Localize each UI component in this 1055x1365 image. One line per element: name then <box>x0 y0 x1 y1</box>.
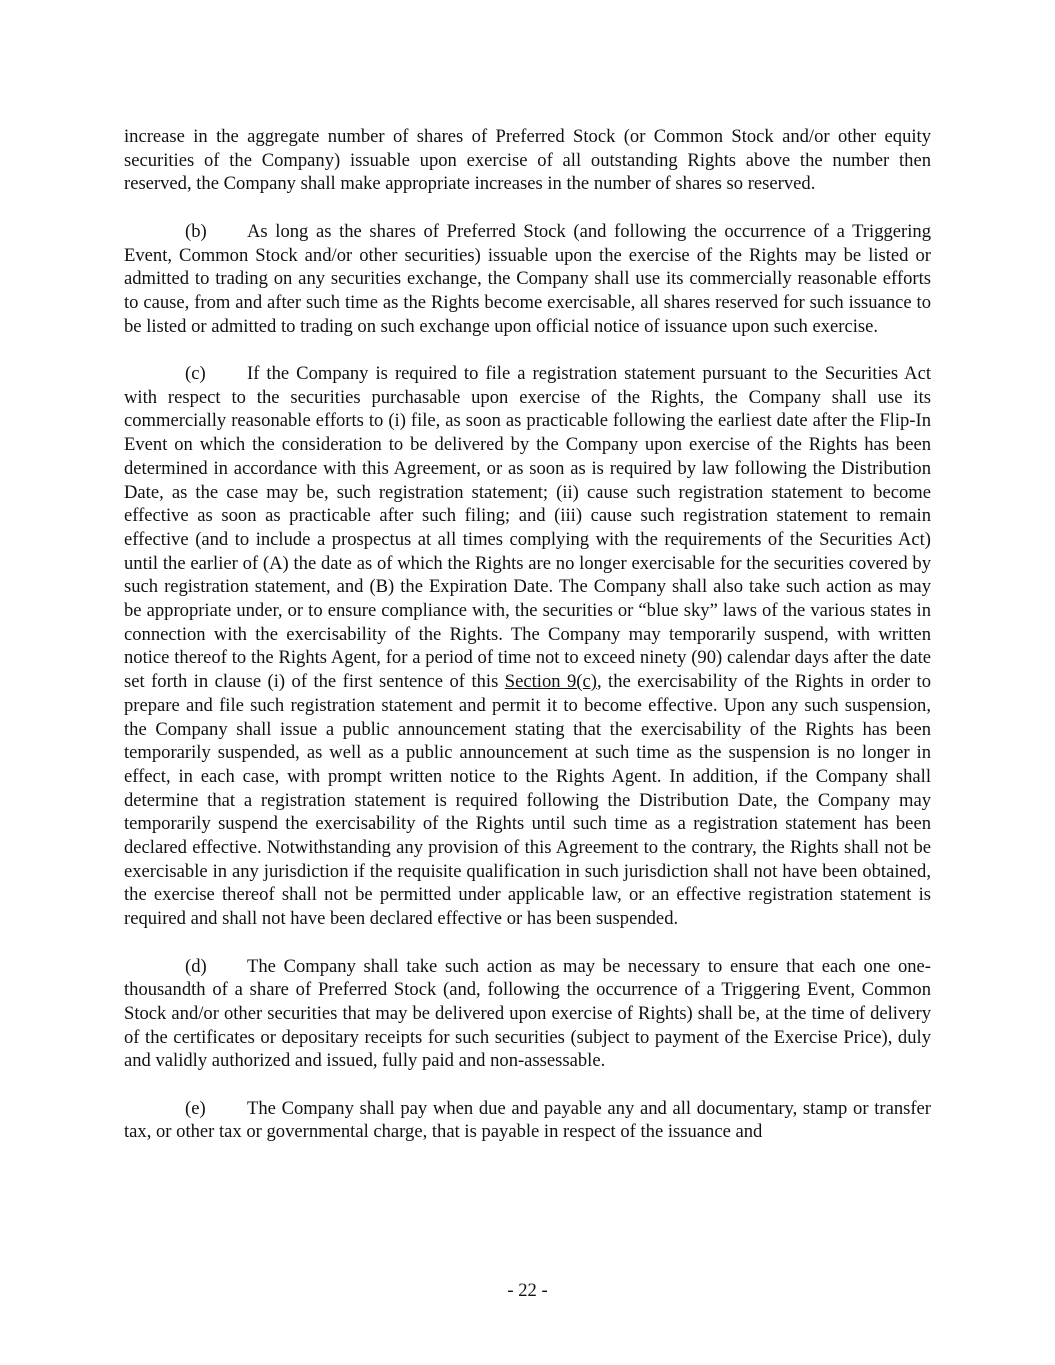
paragraph-continuation <box>124 125 931 196</box>
paragraph-label: (d) <box>185 955 207 977</box>
paragraph-label: (c) <box>185 363 206 384</box>
paragraph-label: (e) <box>185 1097 206 1119</box>
paragraph-text: If the Company is required to file a registration statement pursuant to the Securities Act with respect to the securities purchasable upon exercise of the Rights, the Company shall use its commercially reasonable efforts to (i) file, as soon as practicable following the earliest date after the Flip-In Event on which the consideration to be delivered by the Company upon exercise of the Rights has been determined in accordance with this Agreement, or as soon as is required by law following the Distribution Date, as the case may be, such registration statement; (ii) cause such registration statement to become effective as soon as practicable after such filing; and (iii) cause such registration statement to remain effective (and to include a prospectus at all times complying with the requirements of the Securities Act) until the earlier of (A) the date as of which the Rights are no longer exercisable for the securities covered by such registration statement, and (B) the Expiration Date. The Company shall also take such action as may be appropriate under, or to ensure compliance with, the securities or “blue sky” laws of the various states in connection with the exercisability of the Rights. The Company may temporarily suspend, with written notice thereof to the Rights Agent, for a period of time not to exceed ninety (90) calendar days after the date set forth in clause (i) of the first sentence of this <box>124 363 931 693</box>
paragraph-e <box>124 1097 931 1144</box>
paragraph-b <box>124 220 931 339</box>
paragraph-c <box>124 362 931 931</box>
paragraph-text: The Company shall take such action as may be necessary to ensure that each one one-thousandth of a share of Preferred Stock (and, following the occurrence of a Triggering Event, Common Stock and/or other securities that may be delivered upon exercise of Rights) shall be, at the time of delivery of the certificates or depositary receipts for such securities (subject to payment of the Exercise Price), duly and validly authorized and issued, fully paid and non-assessable. <box>124 955 931 1072</box>
paragraph-text: As long as the shares of Preferred Stock (and following the occurrence of a Triggering Event, Common Stock and/or other securities) issuable upon the exercise of the Rights may be listed or admitted to trading on any securities exchange, the Company shall use its commercially reasonable efforts to cause, from and after such time as the Rights become exercisable, all shares reserved for such issuance to be listed or admitted to trading on such exchange upon official notice of issuance upon such exercise. <box>124 220 931 337</box>
paragraph-text: , the exercisability of the Rights in order to prepare and file such registration statement and permit it to become effective. Upon any such suspension, the Company shall issue a public announcement stating that the exercisability of the Rights has been temporarily suspended, as well as a public announcement at such time as the suspension is no longer in effect, in each case, with prompt written notice to the Rights Agent. In addition, if the Company shall determine that a registration statement is required following the Distribution Date, the Company may temporarily suspend the exercisability of the Rights until such time as a registration statement has been declared effective. Notwithstanding any provision of this Agreement to the contrary, the Rights shall not be exercisable in any jurisdiction if the requisite qualification in such jurisdiction shall not have been obtained, the exercise thereof shall not be permitted under applicable law, or an effective registration statement is required and shall not have been declared effective or has been suspended. <box>124 671 932 930</box>
section-reference: Section 9(c) <box>504 671 597 693</box>
paragraph-label: (b) <box>185 220 207 242</box>
paragraph-text: The Company shall pay when due and payable any and all documentary, stamp or transfer tax, or other tax or governmental charge, that is payable in respect of the issuance and <box>124 1097 931 1143</box>
paragraph-text: increase in the aggregate number of shares of Preferred Stock (or Common Stock and/or other equity securities of the Company) issuable upon exercise of all outstanding Rights above the number then reserved, the Company shall make appropriate increases in the number of shares so reserved. <box>124 126 931 195</box>
page-number: - 22 - <box>507 1280 548 1301</box>
paragraph-d <box>124 955 931 1074</box>
document-body <box>124 125 931 1168</box>
